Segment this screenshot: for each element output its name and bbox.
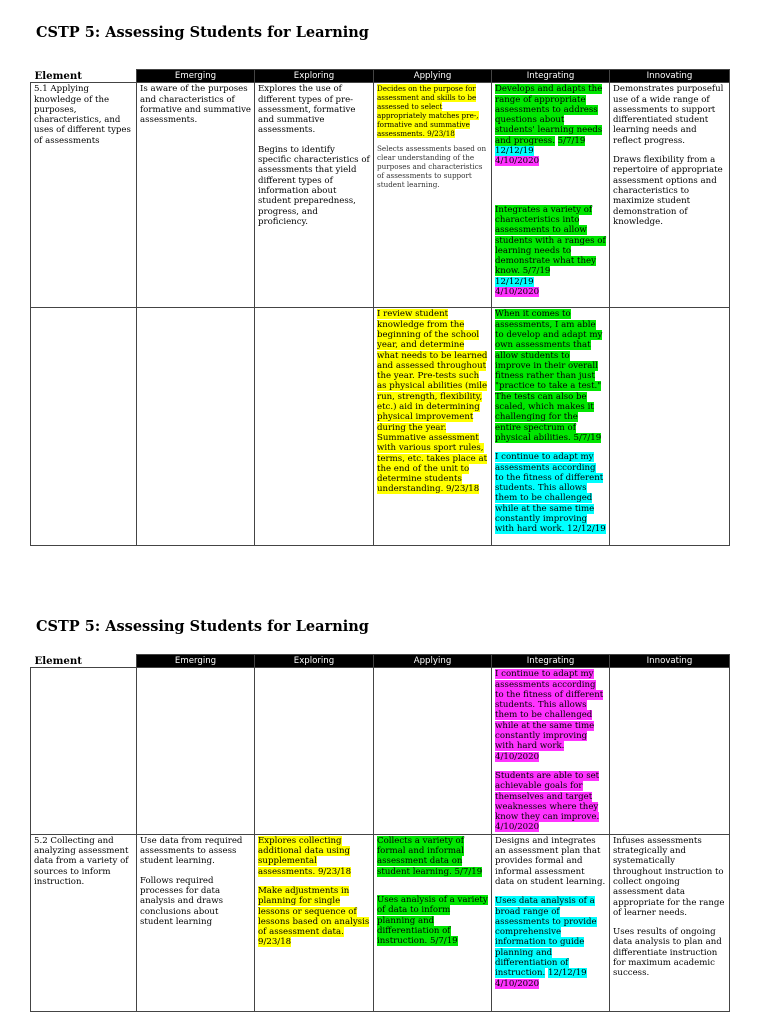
header-integrating: Integrating <box>492 70 610 83</box>
header-exploring: Exploring <box>255 655 374 668</box>
emerging-cell <box>137 308 255 545</box>
date-text: 12/12/19 <box>547 968 587 979</box>
element-cell <box>31 834 137 1011</box>
cstp-rubric-table <box>30 654 730 1012</box>
exploring-cell <box>255 83 374 308</box>
header-applying: Applying <box>374 655 492 668</box>
exploring-cell <box>255 668 374 834</box>
applying-cell <box>374 83 492 308</box>
innovating-cell <box>610 834 730 1011</box>
element-cell <box>31 668 137 834</box>
cell-text: Students are able to set achievable goals for themselves and target weaknesses where they know they can improve. 4/10/2020 <box>495 770 600 833</box>
cell-text: Integrates a variety of characteristics into assessments to allow students with a ranges of learning needs to demonstrate what they know. 5/7/19 <box>495 204 606 277</box>
page-title: CSTP 5: Assessing Students for Learning <box>36 618 369 635</box>
cell-text: I continue to adapt my assessments according to the fitness of different students. This allows them to be challenged while at the same time constantly improving with hard work. 4/10/2020 <box>495 669 604 762</box>
cell-text: Designs and integrates an assessment plan that provides formal and informal assessment data on student learning. <box>495 835 606 887</box>
cell-text: Selects assessments based on clear understanding of the purposes and characteristics of assessments to support student learning. <box>377 144 487 190</box>
emerging-cell <box>137 668 255 834</box>
table-header-row <box>31 655 730 668</box>
date-text: 12/12/19 <box>495 276 534 287</box>
emerging-cell <box>137 83 255 308</box>
header-exploring: Exploring <box>255 70 374 83</box>
cell-text: Uses analysis of a variety of data to inform planning and differentiation of instruction. 5/7/19 <box>377 894 488 947</box>
cell-text: Infuses assessments strategically and systematically throughout instruction to collect ongoing assessment data appropriate for the range of learner needs. <box>613 835 725 918</box>
element-cell <box>31 83 137 308</box>
exploring-cell <box>255 308 374 545</box>
applying-cell <box>374 308 492 545</box>
cell-text: Use data from required assessments to assess student learning. <box>140 835 243 867</box>
element-label: 5.2 Collecting and analyzing assessment data from a variety of sources to inform instruction. <box>34 835 129 887</box>
cell-text: Demonstrates purposeful use of a wide range of assessments to support differentiated student learning needs and reflect progress. <box>613 84 724 146</box>
innovating-cell <box>610 83 730 308</box>
date-text: 4/10/2020 <box>495 156 540 167</box>
cell-text: Draws flexibility from a repertoire of appropriate assessment options and characteristics to maximize student demonstration of knowledge. <box>613 155 723 227</box>
integrating-cell <box>492 668 610 834</box>
cstp-rubric-table <box>30 69 730 546</box>
date-text: 5/7/19 <box>557 135 586 146</box>
table-row <box>31 83 730 308</box>
element-label: 5.1 Applying knowledge of the purposes, characteristics, and uses of different types of assessments <box>34 84 131 146</box>
cell-text: Follows required processes for data analysis and draws conclusions about student learning <box>140 875 224 927</box>
cell-text: Develops and adapts the range of appropriate assessments to address questions about students' learning needs and progress. <box>495 84 603 146</box>
cell-text: When it comes to assessments, I am able to develop and adapt my own assessments that allow students to improve in their overall fitness rather than just "practice to take a test." The tests can also be scaled, which makes it challenging for the entire spectrum of physical abilities. 5/7/19 <box>495 309 603 443</box>
date-text: 12/12/19 <box>495 146 534 157</box>
header-innovating: Innovating <box>610 70 730 83</box>
integrating-cell <box>492 308 610 545</box>
integrating-cell <box>492 834 610 1011</box>
applying-cell <box>374 834 492 1011</box>
exploring-cell <box>255 834 374 1011</box>
emerging-cell <box>137 834 255 1011</box>
cell-text: Uses results of ongoing data analysis to plan and differentiate instruction for maximum academic success. <box>613 927 722 979</box>
cell-text: Uses data analysis of a broad range of assessments to provide comprehensive information to guide planning and differentiation of instruction. <box>495 896 597 979</box>
table-row <box>31 834 730 1011</box>
cell-text: Decides on the purpose for assessment and skills to be assessed to select appropriately matches pre-, formative and summative assessments. 9/23/18 <box>377 84 479 139</box>
applying-cell <box>374 668 492 834</box>
table-header-row <box>31 70 730 83</box>
cell-text: Explores the use of different types of pre-assessment, formative and summative assessments. <box>258 84 356 136</box>
cell-text: Explores collecting additional data using supplemental assessments. 9/23/18 <box>258 835 352 877</box>
table-row <box>31 668 730 834</box>
table-row <box>31 308 730 545</box>
cell-text: Make adjustments in planning for single lessons or sequence of lessons based on analysis of assessment data. 9/23/18 <box>258 885 370 948</box>
header-emerging: Emerging <box>137 70 255 83</box>
header-emerging: Emerging <box>137 655 255 668</box>
header-applying: Applying <box>374 70 492 83</box>
integrating-cell <box>492 83 610 308</box>
cell-text: I review student knowledge from the beginning of the school year, and determine what needs to be learned and assessed throughout the year. Pre-tests such as physical abilities (mile run, strength, flexibility, etc.) aid in determining physical improvement during the year. Summative assessment with various sport rules, terms, etc. takes place at the end of the unit to determine students understanding. 9/23/18 <box>377 309 488 495</box>
element-cell <box>31 308 137 545</box>
page-title: CSTP 5: Assessing Students for Learning <box>36 24 369 41</box>
cell-text: I continue to adapt my assessments according to the fitness of different students. This allows them to be challenged while at the same time constantly improving with hard work. 12/12/19 <box>495 452 606 535</box>
header-element: Element <box>31 655 137 668</box>
innovating-cell <box>610 668 730 834</box>
header-element: Element <box>31 70 137 83</box>
date-text: 4/10/2020 <box>495 287 540 298</box>
cell-text: Is aware of the purposes and characteristics of formative and summative assessments. <box>140 84 252 126</box>
innovating-cell <box>610 308 730 545</box>
cell-text: Begins to identify specific characteristics of assessments that yield different types of information about student preparedness, progress, and proficiency. <box>258 144 370 227</box>
header-innovating: Innovating <box>610 655 730 668</box>
date-text: 4/10/2020 <box>495 978 540 989</box>
cell-text: Collects a variety of formal and informal assessment data on student learning. 5/7/19 <box>377 835 483 877</box>
header-integrating: Integrating <box>492 655 610 668</box>
